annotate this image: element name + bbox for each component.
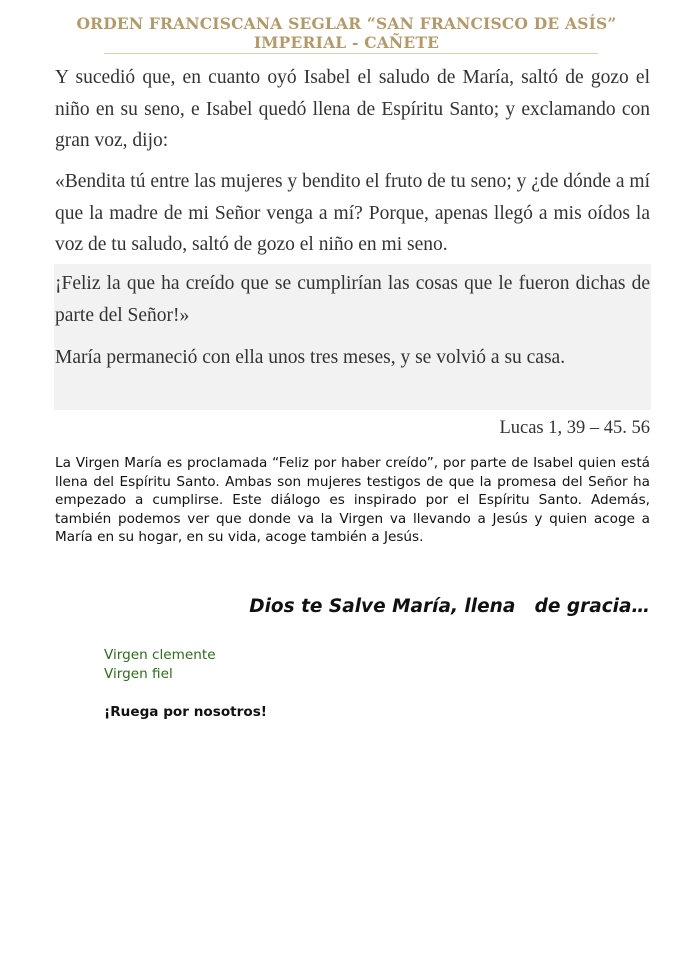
scripture-paragraph-3: ¡Feliz la que ha creído que se cumplirían las cosas que le fueron dichas de parte del Señor!» bbox=[55, 273, 650, 326]
scripture-paragraph-1: Y sucedió que, en cuanto oyó Isabel el saludo de María, saltó de gozo el niño en su seno, e Isabel quedó llena de Espíritu Santo; y exclamando con gran voz, dijo: bbox=[55, 67, 650, 151]
prayer-line: Dios te Salve María, llena de gracia… bbox=[249, 596, 650, 617]
bible-citation: Lucas 1, 39 – 45. 56 bbox=[499, 418, 650, 438]
litany-item: Virgen fiel bbox=[104, 666, 173, 682]
header-divider bbox=[104, 53, 598, 54]
header-line-1: ORDEN FRANCISCANA SEGLAR “SAN FRANCISCO DE ASÍS” bbox=[76, 14, 617, 33]
scripture-paragraph-2: «Bendita tú entre las mujeres y bendito el fruto de tu seno; y ¿de dónde a mí que la madre de mi Señor venga a mí? Porque, apenas llegó a mis oídos la voz de tu saludo, saltó de gozo el niño en mi seno. bbox=[55, 171, 650, 255]
scripture-paragraph-4: María permaneció con ella unos tres meses, y se volvió a su casa. bbox=[55, 347, 566, 368]
litany-item: Virgen clemente bbox=[104, 647, 216, 663]
litany-list bbox=[104, 646, 216, 684]
header-line-2: IMPERIAL - CAÑETE bbox=[253, 33, 440, 52]
reflection-paragraph: La Virgen María es proclamada “Feliz por haber creído”, por parte de Isabel quien está llena del Espíritu Santo. Ambas son mujeres testigos de que la promesa del Señor ha empezado a cumplirse. Este diálogo es inspirado por el Espíritu Santo. Además, también podemos ver que donde va la Virgen va llevando a Jesús y quien acoge a María en su hogar, en su vida, acoge también a Jesús. bbox=[55, 455, 650, 545]
litany-response: ¡Ruega por nosotros! bbox=[104, 704, 267, 720]
document-header bbox=[0, 14, 693, 52]
